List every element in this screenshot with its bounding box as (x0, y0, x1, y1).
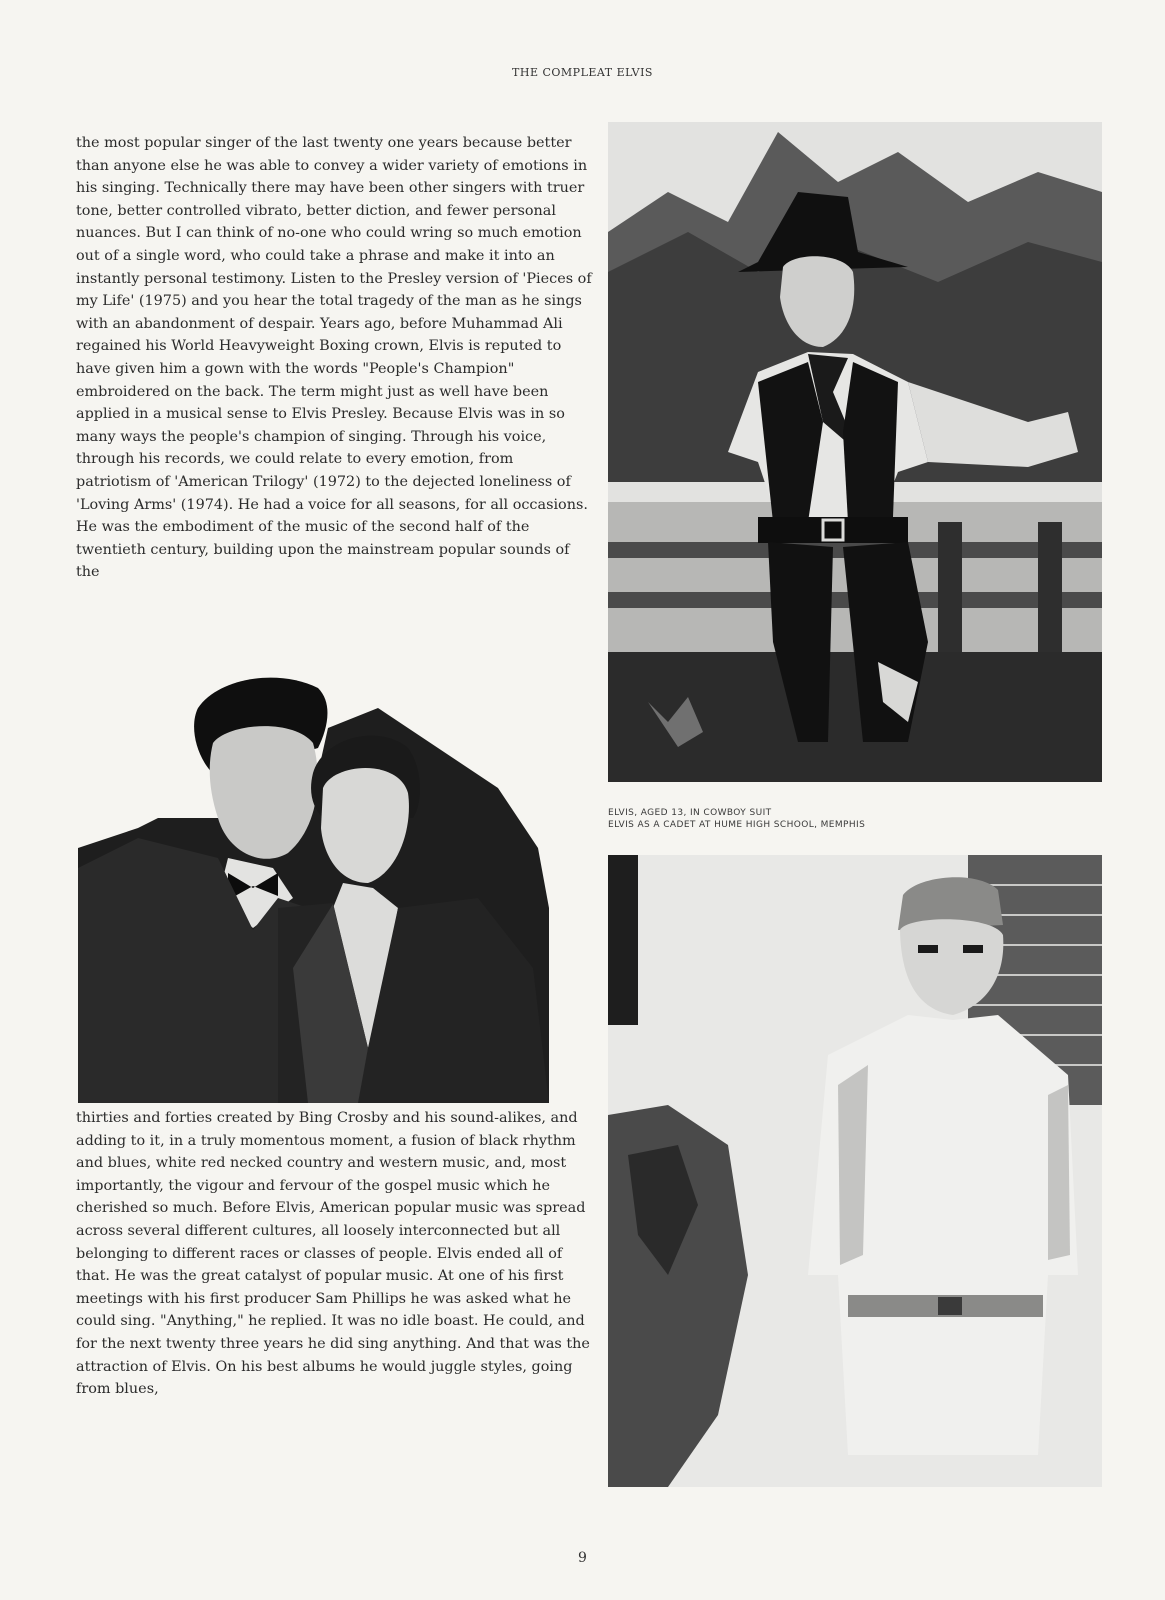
photo-elvis-cowboy-suit (608, 122, 1102, 782)
photo-elvis-cadet-hume-high (608, 855, 1102, 1487)
caption-line: ELVIS AS A CADET AT HUME HIGH SCHOOL, MEMPHIS (608, 820, 866, 830)
caption-cowboy-and-cadet (608, 807, 1068, 831)
body-paragraph-top: the most popular singer of the last twenty one years because better than anyone else he was able to convey a wider variety of emotions in his singing. Technically there may have been other singers with truer tone, better controlled vibrato, better diction, and fewer personal nuances. But I can think of no-one who could wring so much emotion out of a single word, who could take a phrase and make it into an instantly personal testimony. Listen to the Presley version of 'Pieces of my Life' (1975) and you hear the total tragedy of the man as he sings with an abandonment of despair. Years ago, before Muhammad Ali regained his World Heavyweight Boxing crown, Elvis is reputed to have given him a gown with the words "People's Champion" embroidered on the back. The term might just as well have been applied in a musical sense to Elvis Presley. Because Elvis was in so many ways the people's champion of singing. Through his voice, through his records, we could relate to every emotion, from patriotism of 'American Trilogy' (1972) to the dejected loneliness of 'Loving Arms' (1974). He had a voice for all seasons, for all occasions. He was the embodiment of the music of the second half of the twentieth century, building upon the mainstream popular sounds of the (76, 135, 592, 581)
caption-line: ELVIS, AGED 13, IN COWBOY SUIT (608, 808, 772, 818)
photo-cadet-graphic (608, 855, 1102, 1487)
page-number: 9 (578, 1550, 587, 1566)
photo-elvis-with-cousin (78, 668, 549, 1103)
photo-cowboy-graphic (608, 122, 1102, 782)
running-title: THE COMPLEAT ELVIS (512, 66, 653, 79)
body-paragraph-bottom: thirties and forties created by Bing Crosby and his sound-alikes, and adding to it, in a truly momentous moment, a fusion of black rhythm and blues, white red necked country and western music, and, most importantly, the vigour and fervour of the gospel music which he cherished so much. Before Elvis, American popular music was spread across several different cultures, all loosely interconnected but all belonging to different races or classes of people. Elvis ended all of that. He was the great catalyst of popular music. At one of his first meetings with his first producer Sam Phillips he was asked what he could sing. "Anything," he replied. It was no idle boast. He could, and for the next twenty three years he did sing anything. And that was the attraction of Elvis. On his best albums he would juggle styles, going from blues, (76, 1110, 590, 1398)
photo-adolescent-graphic (78, 668, 549, 1103)
